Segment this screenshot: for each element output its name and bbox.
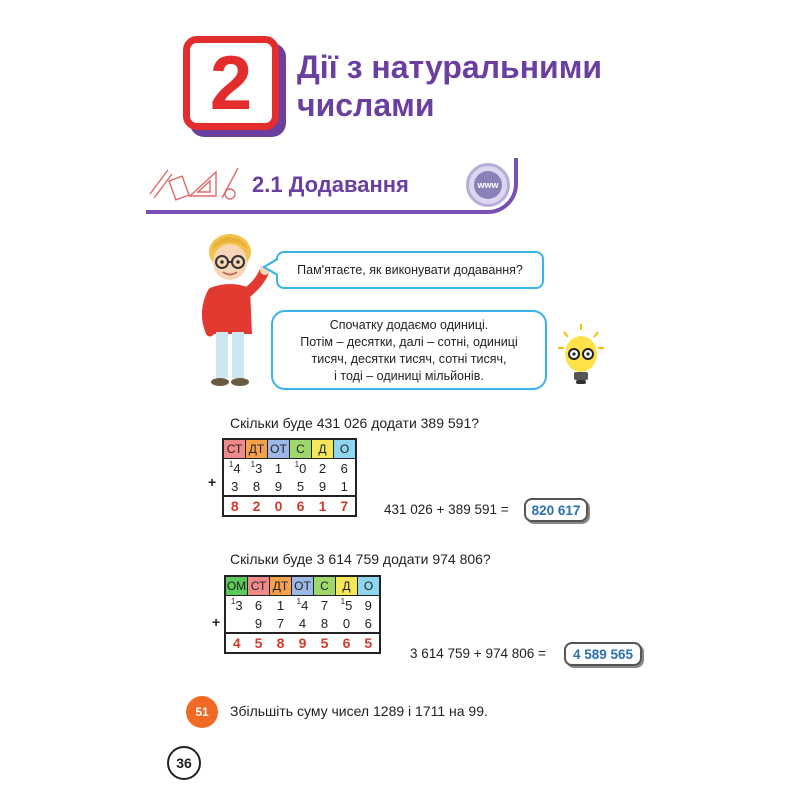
digit: 1 bbox=[276, 597, 285, 613]
speech-bubble-question: Пам'ятаєте, як виконувати додавання? bbox=[276, 251, 544, 289]
place-header-cell: СТ bbox=[248, 576, 270, 596]
addend-row-2 bbox=[223, 477, 356, 496]
digit-cell: 8 bbox=[320, 615, 329, 631]
explanation-line: тисяч, десятки тисяч, сотні тисяч, bbox=[311, 352, 507, 366]
carry-digit: 1 bbox=[340, 596, 346, 606]
place-header-cell: Д bbox=[312, 439, 334, 459]
digit-cell: 9 bbox=[274, 478, 283, 494]
digit: 4 bbox=[301, 597, 309, 613]
place-header-cell: О bbox=[358, 576, 381, 596]
geometry-tools-icon bbox=[146, 160, 244, 204]
sum-digit-cell: 1 bbox=[312, 496, 334, 516]
digit-cell bbox=[225, 596, 248, 615]
explanation-line: і тоді – одиниці мільйонів. bbox=[334, 369, 484, 383]
carry-digit: 1 bbox=[250, 459, 256, 469]
example1-equation: 431 026 + 389 591 = bbox=[384, 502, 509, 517]
sum-digit-cell: 8 bbox=[223, 496, 246, 516]
sum-digit-cell: 4 bbox=[225, 633, 248, 653]
place-value-header-row bbox=[223, 439, 356, 459]
digit-cell: 9 bbox=[318, 478, 327, 494]
place-header-cell: ОТ bbox=[268, 439, 290, 459]
digit-cell bbox=[225, 614, 248, 633]
plus-sign: + bbox=[212, 614, 221, 630]
sum-digit-cell: 8 bbox=[270, 633, 292, 653]
boy-character-illustration bbox=[190, 232, 280, 392]
web-link-button[interactable] bbox=[466, 163, 510, 207]
digit-cell bbox=[312, 459, 334, 478]
carry-digit: 1 bbox=[230, 596, 236, 606]
exercise-text: Збільшіть суму чисел 1289 і 1711 на 99. bbox=[230, 703, 488, 719]
speech-bubble-explanation bbox=[271, 310, 547, 390]
digit-cell: 4 bbox=[298, 615, 307, 631]
digit-cell bbox=[246, 459, 268, 478]
globe-icon: www bbox=[474, 171, 502, 199]
digit-cell bbox=[270, 596, 292, 615]
sum-digit-cell: 6 bbox=[290, 496, 312, 516]
place-header-cell: О bbox=[334, 439, 357, 459]
sum-digit-cell: 5 bbox=[358, 633, 381, 653]
bubble1-tail-inner bbox=[266, 260, 278, 274]
digit-cell bbox=[248, 596, 270, 615]
sum-row bbox=[225, 633, 380, 653]
digit-cell: 1 bbox=[340, 478, 348, 494]
place-header-cell: ОТ bbox=[292, 576, 314, 596]
page-number: 36 bbox=[167, 746, 201, 780]
digit: 4 bbox=[233, 460, 241, 476]
digit: 2 bbox=[318, 460, 327, 476]
sum-digit-cell: 5 bbox=[248, 633, 270, 653]
digit-cell bbox=[290, 459, 312, 478]
example2-result: 4 589 565 bbox=[564, 642, 642, 666]
place-header-cell: С bbox=[314, 576, 336, 596]
sum-digit-cell: 7 bbox=[334, 496, 357, 516]
carry-digit: 1 bbox=[294, 459, 300, 469]
chapter-title-line1: Дії з натуральними bbox=[297, 49, 603, 85]
place-header-cell: ОМ bbox=[225, 576, 248, 596]
exercise-number-badge: 51 bbox=[186, 696, 218, 728]
digit-cell bbox=[292, 596, 314, 615]
example1-question: Скільки буде 431 026 додати 389 591? bbox=[230, 415, 480, 431]
chapter-title-line2: числами bbox=[297, 87, 435, 123]
sum-digit-cell: 6 bbox=[336, 633, 358, 653]
sum-digit-cell: 9 bbox=[292, 633, 314, 653]
digit-cell bbox=[336, 596, 358, 615]
sum-digit-cell: 2 bbox=[246, 496, 268, 516]
addition-table-2 bbox=[224, 575, 381, 654]
digit-cell: 6 bbox=[364, 615, 372, 631]
digit: 3 bbox=[255, 460, 263, 476]
place-header-cell: ДТ bbox=[246, 439, 268, 459]
digit-cell: 5 bbox=[296, 478, 305, 494]
sum-digit-cell: 5 bbox=[314, 633, 336, 653]
place-header-cell: Д bbox=[336, 576, 358, 596]
place-value-header-row bbox=[225, 576, 380, 596]
chapter-number: 2 bbox=[209, 40, 253, 126]
sum-digit-cell: 0 bbox=[268, 496, 290, 516]
digit: 7 bbox=[320, 597, 329, 613]
place-header-cell: ДТ bbox=[270, 576, 292, 596]
digit-cell: 7 bbox=[276, 615, 285, 631]
digit: 3 bbox=[235, 597, 243, 613]
digit: 1 bbox=[274, 460, 283, 476]
digit: 0 bbox=[299, 460, 307, 476]
example1-result: 820 617 bbox=[524, 498, 588, 522]
digit: 6 bbox=[340, 460, 348, 476]
digit-cell: 9 bbox=[254, 615, 263, 631]
digit: 6 bbox=[254, 597, 263, 613]
section-title: 2.1 Додавання bbox=[252, 172, 409, 197]
digit-cell bbox=[358, 596, 381, 615]
digit: 9 bbox=[364, 597, 372, 613]
explanation-line: Спочатку додаємо одиниці. bbox=[329, 318, 489, 332]
digit-cell: 0 bbox=[342, 615, 351, 631]
sum-row bbox=[223, 496, 356, 516]
place-header-cell: С bbox=[290, 439, 312, 459]
carry-digit: 1 bbox=[296, 596, 302, 606]
addend-row-1 bbox=[225, 596, 380, 615]
digit-cell: 8 bbox=[252, 478, 261, 494]
lightbulb-character-icon bbox=[556, 322, 606, 388]
addition-table-1 bbox=[222, 438, 357, 517]
digit-cell bbox=[223, 459, 246, 478]
example2-question: Скільки буде 3 614 759 додати 974 806? bbox=[230, 551, 491, 567]
example2-equation: 3 614 759 + 974 806 = bbox=[410, 646, 546, 661]
carry-digit: 1 bbox=[228, 459, 234, 469]
digit-cell: 3 bbox=[231, 478, 239, 494]
digit-cell bbox=[314, 596, 336, 615]
digit-cell bbox=[268, 459, 290, 478]
place-header-cell: СТ bbox=[223, 439, 246, 459]
addend-row-2 bbox=[225, 614, 380, 633]
explanation-line: Потім – десятки, далі – сотні, одиниці bbox=[300, 335, 518, 349]
digit: 5 bbox=[345, 597, 353, 613]
addend-row-1 bbox=[223, 459, 356, 478]
chapter-title bbox=[297, 48, 627, 124]
digit-cell bbox=[334, 459, 357, 478]
plus-sign: + bbox=[208, 474, 217, 490]
